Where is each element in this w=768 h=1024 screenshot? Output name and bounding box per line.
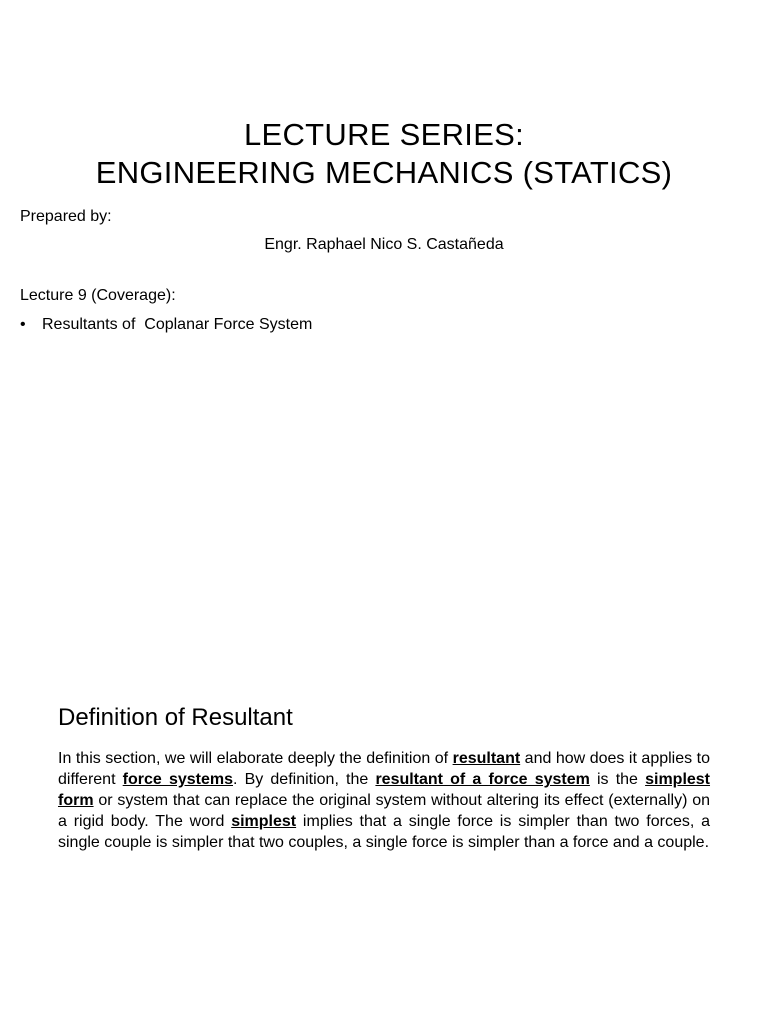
- coverage-label: Lecture 9 (Coverage):: [20, 287, 176, 304]
- paragraph-text: or system that can replace the original system without altering its effect (externally) on a rigid body. The word: [58, 792, 710, 830]
- term-resultant-of-force-system: resultant of a force system: [375, 771, 590, 788]
- term-resultant: resultant: [452, 750, 521, 767]
- coverage-list: [20, 316, 312, 334]
- prepared-by-label: Prepared by:: [20, 208, 112, 225]
- paragraph-text: In this section, we will elaborate deeply the definition of: [58, 750, 453, 767]
- title-line-1: LECTURE SERIES:: [243, 117, 525, 152]
- paragraph-text: implies that a single force is simpler than two forces, a single couple is simpler that two couples, a single force is simpler than a force and a couple.: [58, 813, 711, 851]
- title-line-2: ENGINEERING MECHANICS (STATICS): [95, 155, 673, 190]
- slide-title: [0, 116, 768, 192]
- section-heading: Definition of Resultant: [58, 704, 293, 731]
- bullet-icon: •: [20, 316, 26, 333]
- coverage-item-text: Resultants of Coplanar Force System: [42, 316, 313, 333]
- slide-2: [0, 660, 768, 1024]
- coverage-list-item: [20, 316, 312, 334]
- definition-paragraph: [58, 748, 710, 853]
- paragraph-text: is the: [589, 771, 646, 788]
- paragraph-text: . By definition, the: [233, 771, 376, 788]
- term-simplest: simplest: [231, 813, 297, 830]
- term-force-systems: force systems: [122, 771, 233, 788]
- paragraph-text: and how does it applies to different: [58, 750, 710, 788]
- author-name: Engr. Raphael Nico S. Castañeda: [264, 236, 504, 253]
- term-simplest-form: simplest form: [58, 771, 711, 809]
